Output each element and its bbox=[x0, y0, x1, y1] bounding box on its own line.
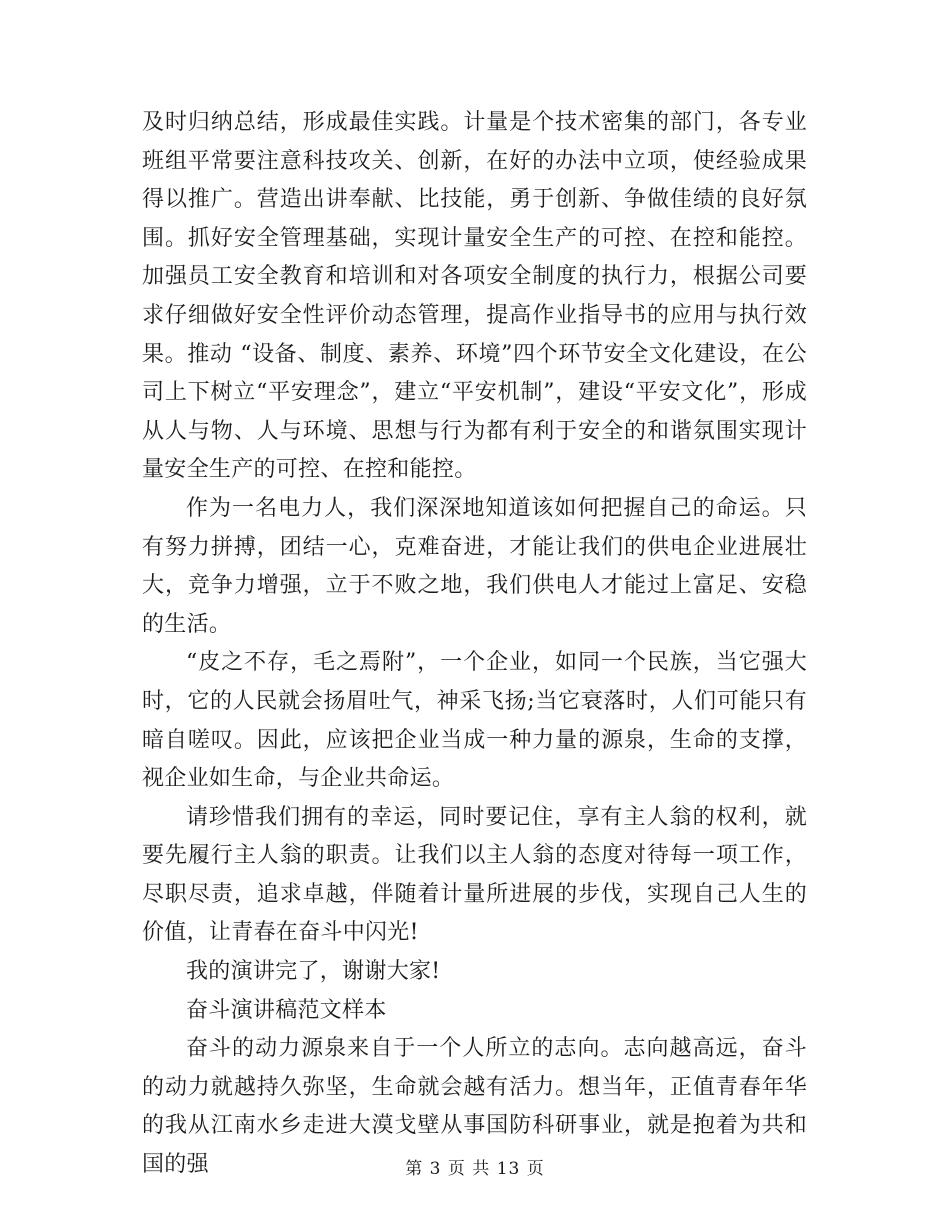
paragraph-4: 请珍惜我们拥有的幸运，同时要记住，享有主人翁的权利，就要先履行主人翁的职责。让我们以主人翁的态度对待每一项工作，尽职尽责，追求卓越，伴随着计量所进展的步伐，实现自己人生的价值，让青春在奋斗中闪光! bbox=[142, 804, 807, 946]
section-title: 奋斗演讲稿范文样本 bbox=[186, 997, 387, 1023]
paragraph-2: 作为一名电力人，我们深深地知道该如何把握自己的命运。只有努力拼搏，团结一心，克难奋进，才能让我们的供电企业进展壮大，竞争力增强，立于不败之地，我们供电人才能过上富足、安稳的生活。 bbox=[142, 495, 807, 637]
paragraph-5: 我的演讲完了，谢谢大家! bbox=[186, 959, 441, 985]
page-footer: 第 3 页 共 13 页 bbox=[405, 1159, 545, 1179]
paragraph-1: 及时归纳总结，形成最佳实践。计量是个技术密集的部门，各专业班组平常要注意科技攻关、创新，在好的办法中立项，使经验成果得以推广。营造出讲奉献、比技能，勇于创新、争做佳绩的良好氛围。抓好安全管理基础，实现计量安全生产的可控、在控和能控。加强员工安全教育和培训和对各项安全制度的执行力，根据公司要求仔细做好安全性评价动态管理，提高作业指导书的应用与执行效果。推动 “设备、制度、素养、环境”四个环节安全文化建设，在公司上下树立“平安理念”，建立“平安机制”，建设“平安文化”，形成从人与物、人与环境、思想与行为都有利于安全的和谐氛围实现计量安全生产的可控、在控和能控。 bbox=[142, 110, 807, 483]
paragraph-3: “皮之不存，毛之焉附”，一个企业，如同一个民族，当它强大时，它的人民就会扬眉吐气，神采飞扬;当它衰落时，人们可能只有暗自嗟叹。因此，应该把企业当成一种力量的源泉，生命的支撑，视企业如生命，与企业共命运。 bbox=[142, 650, 807, 792]
paragraph-6: 奋斗的动力源泉来自于一个人所立的志向。志向越高远，奋斗的动力就越持久弥坚，生命就会越有活力。想当年，正值青春年华的我从江南水乡走进大漠戈壁从事国防科研事业，就是抱着为共和国的强 bbox=[142, 1036, 807, 1178]
document-body bbox=[142, 104, 807, 1185]
